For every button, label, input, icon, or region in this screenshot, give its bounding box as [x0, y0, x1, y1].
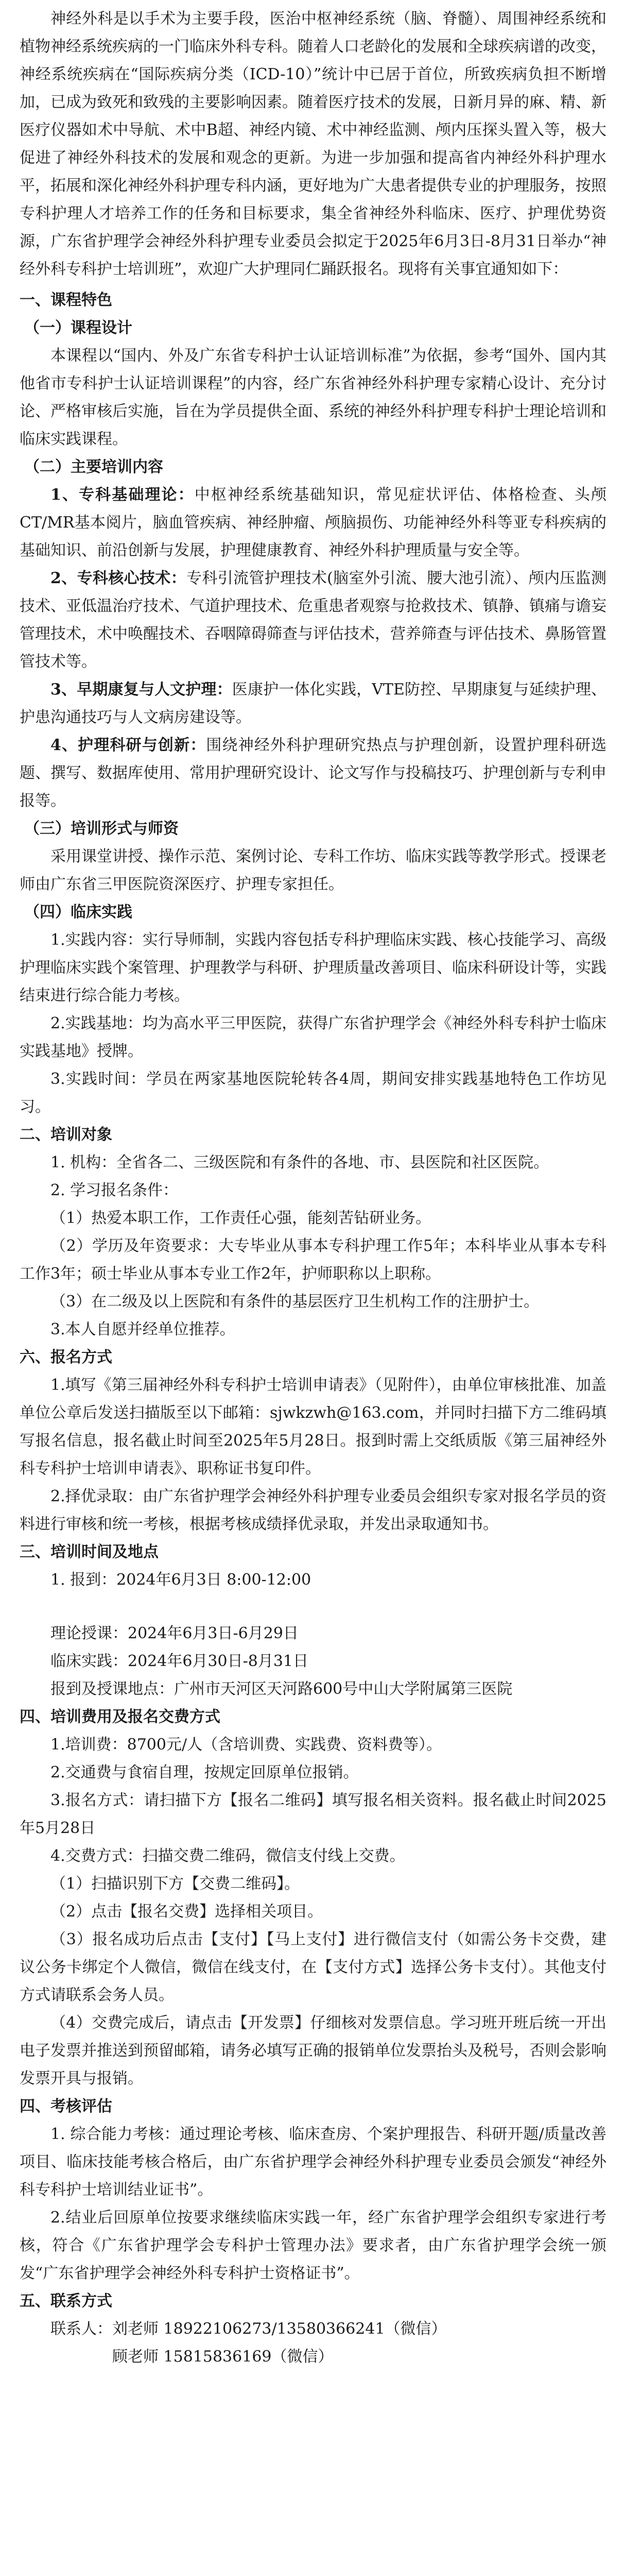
section-5-title: 五、联系方式: [20, 2292, 112, 2310]
practice-content: 1.实践内容：实行导师制，实践内容包括专科护理临床实践、核心技能学习、高级护理临床实践个案管理、护理教学与科研、护理质量改善项目、临床科研设计等，实践结束进行综合能力考核。: [20, 931, 606, 1005]
notice-body: [20, 0, 606, 2371]
target-conditions: 2. 学习报名条件：: [50, 1181, 179, 1199]
assessment-2: 2.结业后回原单位按要求继续临床实践一年，经广东省护理学会组织专家进行考核，符合《广东省护理学会专科护士管理办法》要求者，由广东省护理学会统一颁发“广东省护理学会神经外科专科护士资格证书”。: [20, 2209, 606, 2282]
section-2-title: 二、培训对象: [20, 1126, 112, 1144]
section-1c-title: （三）培训形式与师资: [24, 820, 179, 838]
fee-step-1: （1）扫描识别下方【交费二维码】。: [50, 1875, 300, 1893]
item-basic-theory: [20, 481, 606, 565]
contact-person-2: 顾老师 15815836169（微信）: [112, 2348, 334, 2366]
item-core-skills-text: 专科引流管护理技术(脑室外引流、腰大池引流）、颅内压监测技术、亚低温治疗技术、气道护理技术、危重患者观察与抢救技术、镇静、镇痛与谵妄管理技术，术中唤醒技术、吞咽障碍筛查与评估技术，营养筛查与评估技术、鼻肠管置管技术等。: [20, 569, 606, 671]
target-condition-3: （3）在二级及以上医院和有条件的基层医疗卫生机构工作的注册护士。: [50, 1293, 540, 1311]
section-1d-title: （四）临床实践: [24, 903, 132, 921]
item-rehab: [20, 676, 606, 732]
section-3-title: 三、培训时间及地点: [20, 1543, 159, 1561]
signup-method-1: 1.填写《第三届神经外科专科护士培训申请表》（见附件），由单位审核批准、加盖单位公章后发送扫描版至以下邮箱：sjwkzwh@163.com，并同时扫描下方二维码填写报名信息，报名截止时间至2025年5月28日。报到时需上交纸质版《第三届神经外科专科护士培训申请表》、职称证书复印件。: [20, 1376, 606, 1478]
theory-period: 理论授课：2024年6月3日-6月29日: [50, 1624, 299, 1642]
practice-base: 2.实践基地：均为高水平三甲医院，获得广东省护理学会《神经外科专科护士临床实践基地》授牌。: [20, 1014, 606, 1060]
fee-signup: 3.报名方式：请扫描下方【报名二维码】填写报名相关资料。报名截止时间2025年5月28日: [20, 1791, 606, 1837]
contact-line-1: [20, 2315, 606, 2343]
item-core-skills: [20, 565, 606, 676]
item-research-label: 4、护理科研与创新：: [50, 736, 206, 754]
clinical-period: 临床实践：2024年6月30日-8月31日: [50, 1652, 309, 1670]
venue: 报到及授课地点：广州市天河区天河路600号中山大学附属第三医院: [50, 1680, 513, 1698]
section-1b-title: （二）主要培训内容: [24, 458, 163, 476]
assessment-1: 1. 综合能力考核：通过理论考核、临床查房、个案护理报告、科研开题/质量改善项目、临床技能考核合格后，由广东省护理学会神经外科护理专业委员会颁发“神经外科专科护士培训结业证书”。: [20, 2125, 606, 2199]
contact-person-1: 刘老师 18922106273/13580366241（微信）: [112, 2320, 447, 2338]
section-4b-title: 四、考核评估: [20, 2097, 112, 2115]
section-4-title: 四、培训费用及报名交费方式: [20, 1708, 220, 1726]
section-6-title: 六、报名方式: [20, 1348, 112, 1366]
section-1a-text: 本课程以“国内、外及广东省专科护士认证培训标准”为依据，参考“国外、国内其他省市专科护士认证培训课程”的内容，经广东省神经外科护理专家精心设计、充分讨论、严格审核后实施，旨在为学员提供全面、系统的神经外科护理专科护士理论培训和临床实践课程。: [20, 347, 606, 448]
practice-time: 3.实践时间：学员在两家基地医院轮转各4周，期间安排实践基地特色工作坊见习。: [20, 1070, 606, 1116]
section-1c-text: 采用课堂讲授、操作示范、案例讨论、专科工作坊、临床实践等教学形式。授课老师由广东省三甲医院资深医疗、护理专家担任。: [20, 848, 606, 893]
fee-payment: 4.交费方式：扫描交费二维码，微信支付线上交费。: [50, 1847, 405, 1865]
item-rehab-text: 医康护一体化实践，VTE防控、早期康复与延续护理、护患沟通技巧与人文病房建设等。: [20, 681, 607, 726]
item-research-text: 围绕神经外科护理研究热点与护理创新，设置护理科研选题、撰写、数据库使用、常用护理研究设计、论文写作与投稿技巧、护理创新与专利申报等。: [20, 736, 607, 810]
target-voluntary: 3.本人自愿并经单位推荐。: [50, 1320, 235, 1338]
section-1a-title: （一）课程设计: [24, 319, 132, 337]
target-institution: 1. 机构：全省各二、三级医院和有条件的各地、市、县医院和社区医院。: [50, 1154, 549, 1172]
intro-paragraph: 神经外科是以手术为主要手段，医治中枢神经系统（脑、脊髓）、周围神经系统和植物神经系统疾病的一门临床外科专科。随着人口老龄化的发展和全球疾病谱的改变，神经系统疾病在“国际疾病分类（ICD-10）”统计中已居于首位，所致疾病负担不断增加，已成为致死和致残的主要影响因素。随着医疗技术的发展，日新月异的麻、精、新医疗仪器如术中导航、术中B超、神经内镜、术中神经监测、颅内压探头置入等，极大促进了神经外科技术的发展和观念的更新。为进一步加强和提高省内神经外科护理水平，拓展和深化神经外科护理专科内涵，更好地为广大患者提供专业的护理服务，按照专科护理人才培养工作的任务和目标要求，集全省神经外科临床、医疗、护理优势资源，广东省护理学会神经外科护理专业委员会拟定于2025年6月3日-8月31日举办“神经外科专科护士培训班”，欢迎广大护理同仁踊跃报名。现将有关事宜通知如下：: [20, 10, 606, 278]
target-condition-2: （2）学历及年资要求：大专毕业从事本专科护理工作5年；本科毕业从事本专科工作3年；硕士毕业从事本专业工作2年，护师职称以上职称。: [20, 1237, 606, 1283]
fee-amount: 1.培训费：8700元/人（含培训费、实践费、资料费等）。: [50, 1736, 442, 1754]
fee-step-4: （4）交费完成后，请点击【开发票】仔细核对发票信息。学习班开班后统一开出电子发票并推送到预留邮箱，请务必填写正确的报销单位发票抬头及税号，否则会影响发票开具与报销。: [20, 2014, 606, 2088]
contact-line-2: [20, 2343, 606, 2371]
item-basic-theory-text: 中枢神经系统基础知识，常见症状评估、体格检查、头颅CT/MR基本阅片，脑血管疾病、神经肿瘤、颅脑损伤、功能神经外科等亚专科疾病的基础知识、前沿创新与发展，护理健康教育、神经外科护理质量与安全等。: [20, 486, 607, 560]
fee-step-2: （2）点击【报名交费】选择相关项目。: [50, 1903, 323, 1921]
signup-method-2: 2.择优录取：由广东省护理学会神经外科护理专业委员会组织专家对报名学员的资料进行审核和统一考核，根据考核成绩择优录取，并发出录取通知书。: [20, 1487, 606, 1533]
report-time: 1. 报到：2024年6月3日 8:00-12:00: [50, 1571, 311, 1589]
section-1-title: 一、课程特色: [20, 291, 112, 309]
item-core-skills-label: 2、专科核心技术：: [50, 569, 186, 587]
item-basic-theory-label: 1、专科基础理论：: [50, 486, 195, 504]
fee-step-3: （3）报名成功后点击【支付】【马上支付】进行微信支付（如需公务卡交费，建议公务卡绑定个人微信，微信在线支付，在【支付方式】选择公务卡支付）。其他支付方式请联系会务人员。: [20, 1930, 606, 2004]
target-condition-1: （1）热爱本职工作，工作责任心强，能刻苦钻研业务。: [50, 1209, 431, 1227]
item-research: [20, 732, 606, 815]
fee-travel: 2.交通费与食宿自理，按规定回原单位报销。: [50, 1764, 359, 1782]
contact-label: 联系人：: [50, 2320, 112, 2338]
item-rehab-label: 3、早期康复与人文护理：: [50, 681, 232, 699]
